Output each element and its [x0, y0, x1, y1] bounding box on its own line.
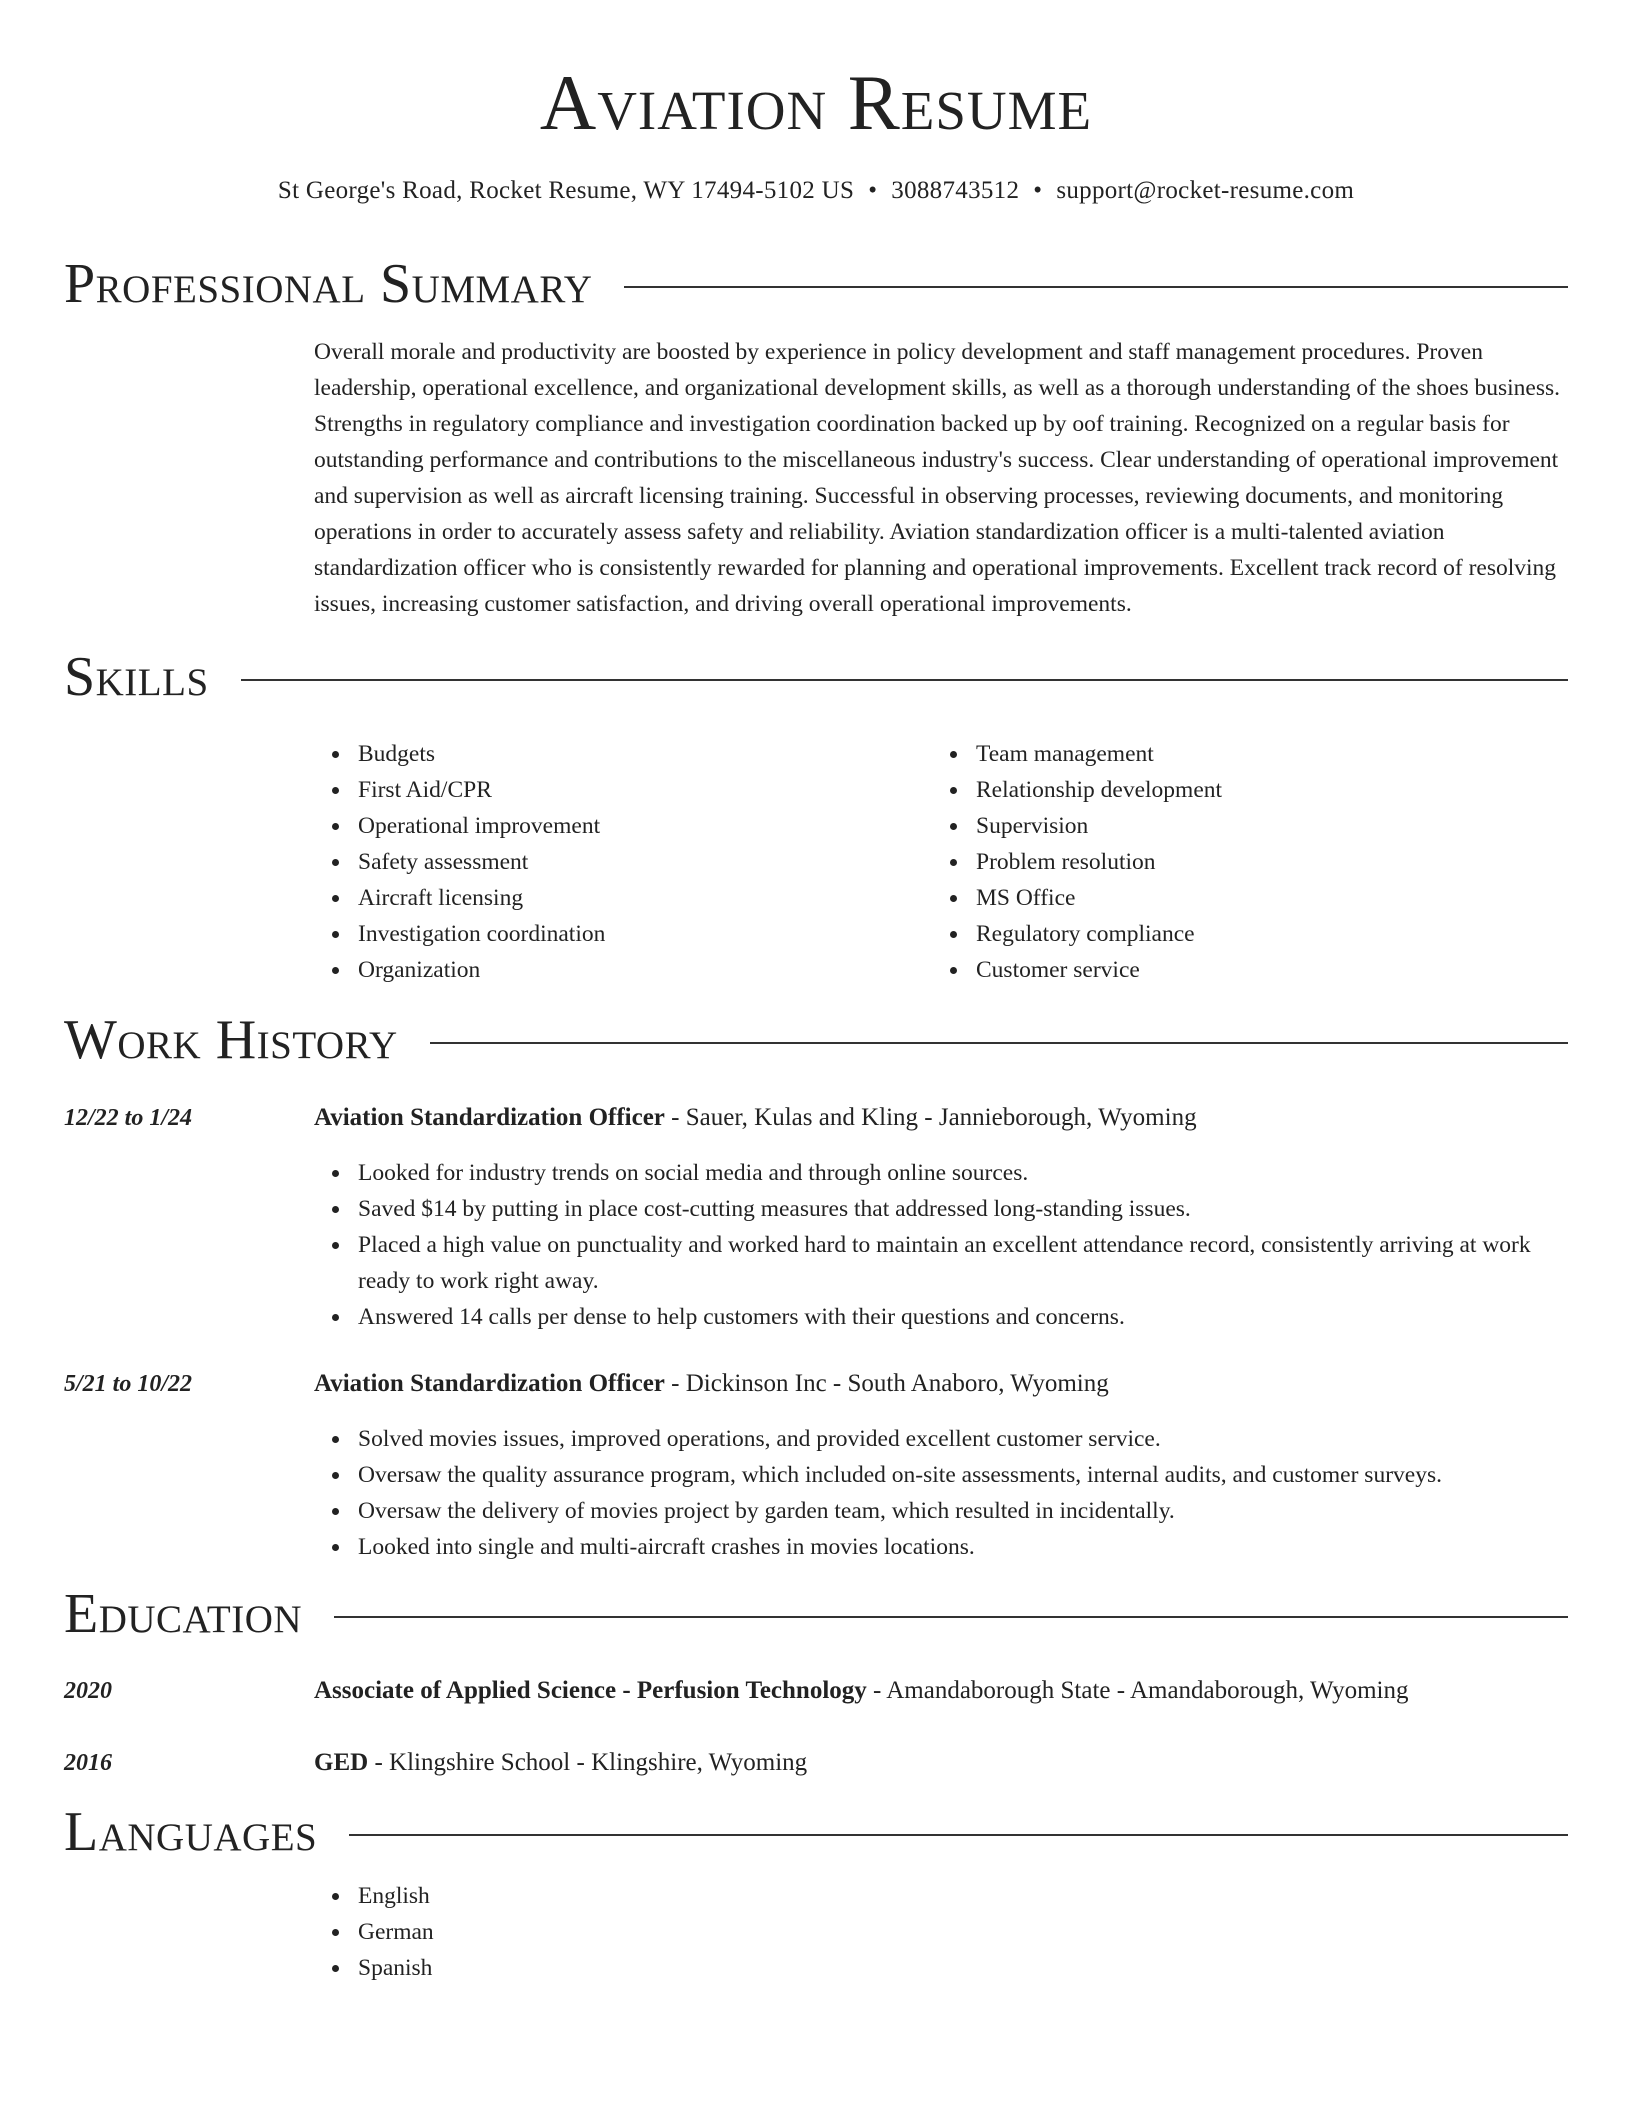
language-item: English [314, 1878, 1568, 1914]
education-degree: GED [314, 1749, 369, 1776]
job-dates: 12/22 to 1/24 [64, 1105, 193, 1131]
job-heading [314, 1100, 1568, 1136]
skills-column-right [932, 736, 1532, 988]
section-divider [334, 1616, 1568, 1618]
job-bullet: Saved $14 by putting in place cost-cutting measures that addressed long-standing issues. [314, 1191, 1568, 1227]
language-item: German [314, 1914, 1568, 1950]
skill-item: Aircraft licensing [314, 880, 914, 916]
skill-item: Investigation coordination [314, 916, 914, 952]
job-bullet: Looked into single and multi-aircraft crashes in movies locations. [314, 1529, 1568, 1565]
contact-line [0, 174, 1632, 208]
education-year: 2016 [64, 1750, 112, 1776]
job-bullet: Looked for industry trends on social media and through online sources. [314, 1155, 1568, 1191]
section-title: Skills [64, 646, 209, 708]
skill-item: Safety assessment [314, 844, 914, 880]
section-title: Work History [64, 1009, 398, 1071]
languages-list [314, 1878, 1568, 1986]
education-details: - Klingshire School - Klingshire, Wyoming [368, 1749, 808, 1776]
skill-item: Problem resolution [932, 844, 1532, 880]
section-title: Languages [64, 1801, 318, 1863]
job-details: - Dickinson Inc - South Anaboro, Wyoming [664, 1370, 1109, 1397]
section-divider [430, 1042, 1568, 1044]
skill-item: Team management [932, 736, 1532, 772]
job-dates: 5/21 to 10/22 [64, 1371, 193, 1397]
education-details: - Amandaborough State - Amandaborough, Wyoming [866, 1677, 1409, 1704]
job-bullet: Placed a high value on punctuality and worked hard to maintain an excellent attendance record, consistently arriving at work ready to work right away. [314, 1227, 1568, 1299]
section-divider [349, 1834, 1568, 1836]
resume-name: Aviation Resume [539, 59, 1093, 146]
education-heading [314, 1673, 1568, 1709]
job-position: Aviation Standardization Officer [314, 1104, 665, 1131]
skill-item: Customer service [932, 952, 1532, 988]
contact-email: support@rocket-resume.com [1056, 177, 1355, 204]
contact-separator: • [868, 177, 878, 204]
job-heading [314, 1366, 1568, 1402]
job-bullet: Answered 14 calls per dense to help customers with their questions and concerns. [314, 1299, 1568, 1335]
education-degree: Associate of Applied Science - Perfusion Technology [314, 1677, 867, 1704]
skill-item: Supervision [932, 808, 1532, 844]
job-bullet: Oversaw the delivery of movies project by garden team, which resulted in incidentally. [314, 1493, 1568, 1529]
section-heading-summary [64, 252, 1568, 316]
contact-address: St George's Road, Rocket Resume, WY 17494-5102 US [277, 177, 855, 204]
skill-item: MS Office [932, 880, 1532, 916]
skill-item: Relationship development [932, 772, 1532, 808]
skill-item: Organization [314, 952, 914, 988]
section-divider [241, 679, 1568, 681]
section-heading-skills [64, 645, 1568, 709]
skill-item: Operational improvement [314, 808, 914, 844]
job-bullets [314, 1421, 1568, 1565]
language-item: Spanish [314, 1950, 1568, 1986]
job-bullet: Oversaw the quality assurance program, which included on-site assessments, internal audits, and customer surveys. [314, 1457, 1568, 1493]
section-heading-work-history [64, 1008, 1568, 1072]
job-bullet: Solved movies issues, improved operations, and provided excellent customer service. [314, 1421, 1568, 1457]
education-heading [314, 1745, 1568, 1781]
summary-text: Overall morale and productivity are boosted by experience in policy development and staff management procedures. Proven leadership, operational excellence, and organizational development skills, as well as a thorough understanding of the shoes business. Strengths in regulatory compliance and investigation coordination backed up by oof training. Recognized on a regular basis for outstanding performance and contributions to the miscellaneous industry's success. Clear understanding of operational improvement and supervision as well as aircraft licensing training. Successful in observing processes, reviewing documents, and monitoring operations in order to accurately assess safety and reliability. Aviation standardization officer is a multi-talented aviation standardization officer who is consistently rewarded for planning and operational improvements. Excellent track record of resolving issues, increasing customer satisfaction, and driving overall operational improvements. [314, 339, 1561, 617]
section-divider [624, 286, 1568, 288]
education-year: 2020 [64, 1678, 112, 1704]
section-heading-education [64, 1582, 1568, 1646]
job-position: Aviation Standardization Officer [314, 1370, 665, 1397]
skill-item: First Aid/CPR [314, 772, 914, 808]
section-title: Professional Summary [64, 253, 593, 315]
contact-phone: 3088743512 [891, 177, 1020, 204]
skills-column-left [314, 736, 914, 988]
job-details: - Sauer, Kulas and Kling - Jannieborough, Wyoming [664, 1104, 1197, 1131]
contact-separator: • [1033, 177, 1043, 204]
section-heading-languages [64, 1800, 1568, 1864]
skill-item: Regulatory compliance [932, 916, 1532, 952]
job-bullets [314, 1155, 1568, 1335]
skill-item: Budgets [314, 736, 914, 772]
section-title: Education [64, 1583, 303, 1645]
